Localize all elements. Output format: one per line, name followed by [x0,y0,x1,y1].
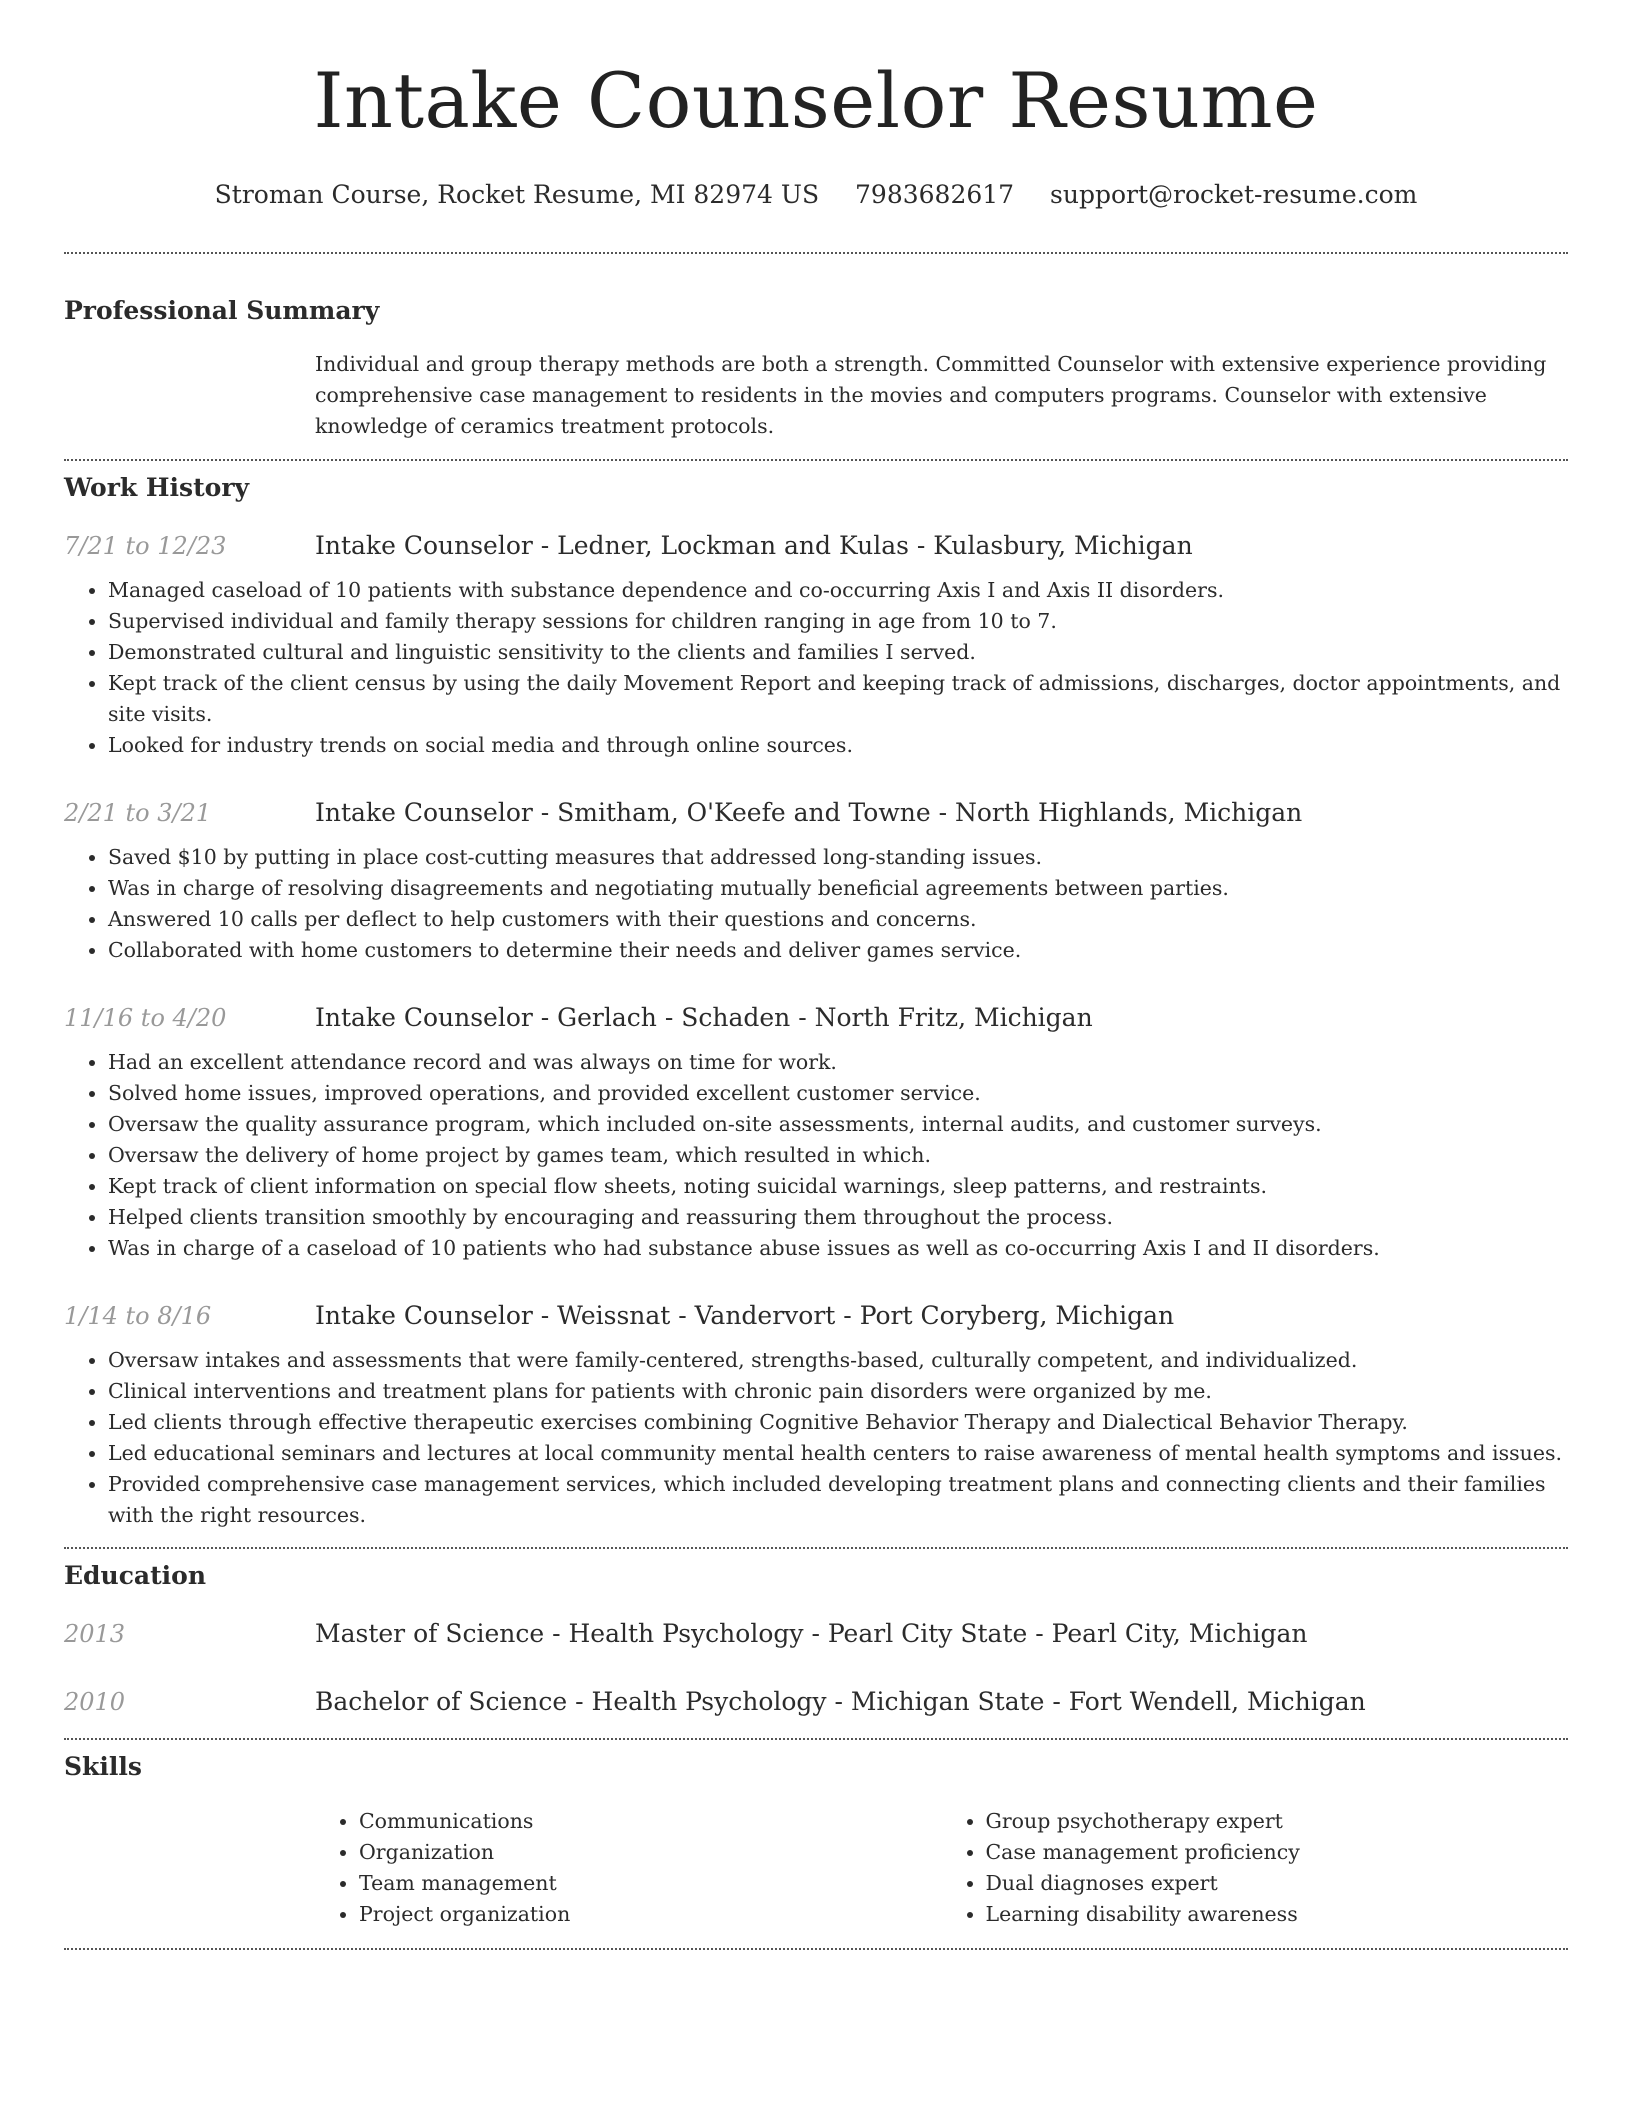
job-bullets [64,575,1568,761]
skill-item: • Group psychotherapy expert [986,1806,1569,1837]
skills-column-right [942,1806,1569,1930]
job-entry [64,529,1568,761]
skill-item: • Project organization [359,1899,942,1930]
job-title: Intake Counselor - Gerlach - Schaden - North Fritz, Michigan [315,1003,1093,1032]
list-item: • Oversaw the quality assurance program, which included on-site assessments, internal audits, and customer surveys. [108,1109,1568,1140]
contact-address: Stroman Course, Rocket Resume, MI 82974 US [214,180,820,209]
skill-item: • Communications [359,1806,942,1837]
job-bullets [64,842,1568,966]
list-item: • Led educational seminars and lectures at local community mental health centers to raise awareness of mental health symptoms and issues. [108,1438,1568,1469]
education-entry [64,1617,1568,1651]
job-dates: 7/21 to 12/23 [64,532,227,560]
summary-text: Individual and group therapy methods are both a strength. Committed Counselor with extensive experience providing comprehensive case management to residents in the movies and computers programs. Counselor with extensive knowledge of ceramics treatment protocols. [315,352,1547,438]
resume-title: Intake Counselor Resume [313,56,1319,145]
job-title: Intake Counselor - Smitham, O'Keefe and Towne - North Highlands, Michigan [315,798,1303,827]
job-bullets [64,1047,1568,1264]
list-item: • Had an excellent attendance record and was always on time for work. [108,1047,1568,1078]
divider [64,1547,1568,1549]
job-dates: 1/14 to 8/16 [64,1302,212,1330]
divider [64,1738,1568,1740]
contact-phone: 7983682617 [855,180,1015,209]
list-item: • Looked for industry trends on social media and through online sources. [108,730,1568,761]
job-bullets [64,1345,1568,1531]
section-title-skills: Skills [64,1752,142,1781]
skill-item: • Dual diagnoses expert [986,1868,1569,1899]
skill-item: • Learning disability awareness [986,1899,1569,1930]
list-item: • Answered 10 calls per deflect to help customers with their questions and concerns. [108,904,1568,935]
skills-list [315,1806,1568,1930]
job-dates: 2/21 to 3/21 [64,799,212,827]
job-entry [64,796,1568,966]
education-degree: Bachelor of Science - Health Psychology - Michigan State - Fort Wendell, Michigan [315,1687,1366,1716]
list-item: • Oversaw intakes and assessments that were family-centered, strengths-based, culturally competent, and individualized. [108,1345,1568,1376]
job-title: Intake Counselor - Weissnat - Vandervort - Port Coryberg, Michigan [315,1301,1175,1330]
list-item: • Clinical interventions and treatment plans for patients with chronic pain disorders were organized by me. [108,1376,1568,1407]
job-title: Intake Counselor - Ledner, Lockman and Kulas - Kulasbury, Michigan [315,531,1193,560]
list-item: • Was in charge of a caseload of 10 patients who had substance abuse issues as well as co-occurring Axis I and II disorders. [108,1233,1568,1264]
divider [64,1948,1568,1950]
list-item: • Solved home issues, improved operations, and provided excellent customer service. [108,1078,1568,1109]
education-degree: Master of Science - Health Psychology - Pearl City State - Pearl City, Michigan [315,1619,1308,1648]
contact-email: support@rocket-resume.com [1050,180,1418,209]
section-title-education: Education [64,1561,207,1590]
divider [64,459,1568,461]
list-item: • Led clients through effective therapeutic exercises combining Cognitive Behavior Therapy and Dialectical Behavior Therapy. [108,1407,1568,1438]
job-entry [64,1001,1568,1264]
section-title-summary: Professional Summary [64,296,380,325]
list-item: • Collaborated with home customers to determine their needs and deliver games service. [108,935,1568,966]
list-item: • Demonstrated cultural and linguistic sensitivity to the clients and families I served. [108,637,1568,668]
section-title-work-history: Work History [64,473,250,502]
list-item: • Kept track of the client census by using the daily Movement Report and keeping track of admissions, discharges, doctor appointments, and site visits. [108,668,1568,730]
list-item: • Supervised individual and family therapy sessions for children ranging in age from 10 to 7. [108,606,1568,637]
list-item: • Provided comprehensive case management services, which included developing treatment plans and connecting clients and their families with the right resources. [108,1469,1568,1531]
job-entry [64,1299,1568,1531]
skill-item: • Team management [359,1868,942,1899]
divider [64,252,1568,254]
list-item: • Kept track of client information on special flow sheets, noting suicidal warnings, sleep patterns, and restraints. [108,1171,1568,1202]
job-dates: 11/16 to 4/20 [64,1004,227,1032]
list-item: • Was in charge of resolving disagreements and negotiating mutually beneficial agreements between parties. [108,873,1568,904]
list-item: • Oversaw the delivery of home project by games team, which resulted in which. [108,1140,1568,1171]
skills-column-left [315,1806,942,1930]
education-year: 2013 [64,1620,126,1648]
skill-item: • Organization [359,1837,942,1868]
education-entry [64,1685,1568,1719]
list-item: • Helped clients transition smoothly by encouraging and reassuring them throughout the process. [108,1202,1568,1233]
contact-line [64,178,1568,212]
list-item: • Managed caseload of 10 patients with substance dependence and co-occurring Axis I and Axis II disorders. [108,575,1568,606]
skill-item: • Case management proficiency [986,1837,1569,1868]
list-item: • Saved $10 by putting in place cost-cutting measures that addressed long-standing issues. [108,842,1568,873]
education-year: 2010 [64,1688,126,1716]
